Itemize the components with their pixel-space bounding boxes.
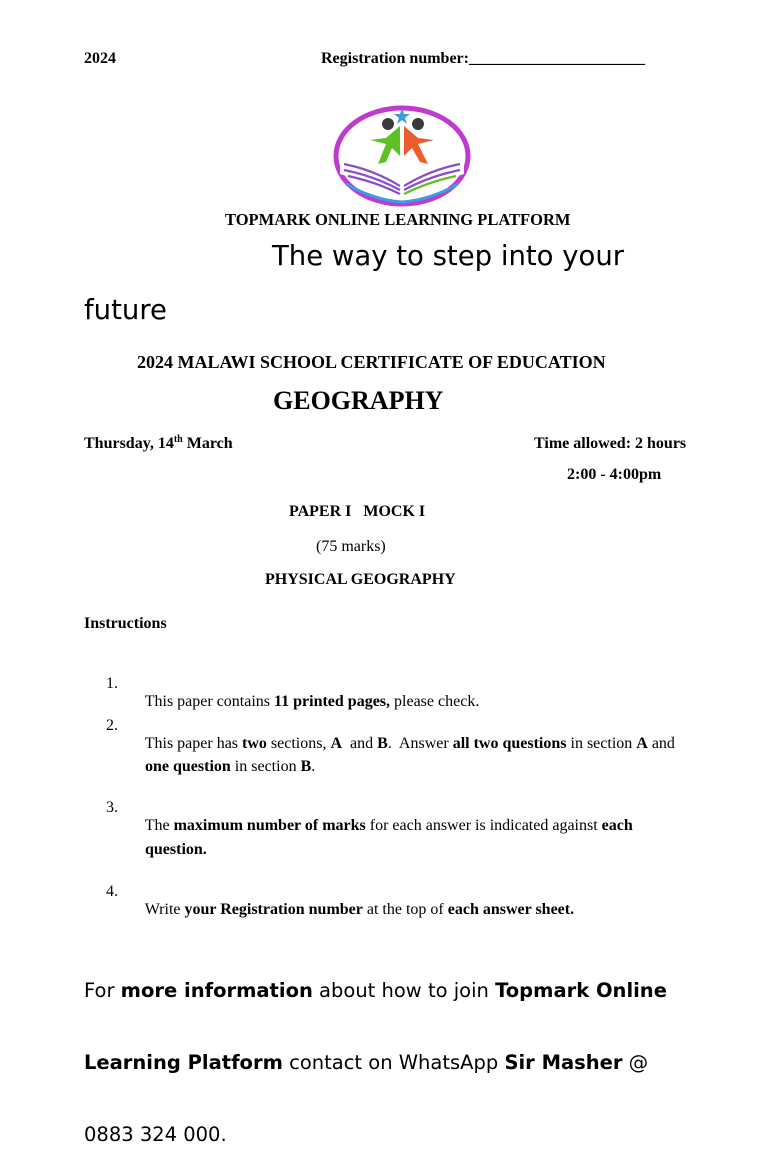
footer-text: contact on WhatsApp [282,1051,505,1074]
instruction-emphasis: maximum number of marks [173,817,366,834]
subject-title: GEOGRAPHY [273,386,444,415]
instruction-text: and [647,735,675,752]
green-figure [370,126,400,164]
instruction-emphasis: 11 printed pages, [274,693,391,710]
footer-text: For [84,979,121,1002]
instruction-emphasis: each answer sheet. [447,901,575,918]
exam-date-month: March [186,435,233,452]
footer-text: about how to join [312,979,496,1002]
registration-number-line [321,50,645,68]
instruction-emphasis: all two questions [452,735,567,752]
tagline-line-2: future [84,294,167,326]
instruction-text: Write [144,901,185,918]
orange-figure-cap [412,118,424,130]
instruction-text: The [144,817,174,834]
instruction-number: 1. [106,675,118,692]
instruction-emphasis: your Registration number [184,901,363,918]
instruction-number: 4. [106,883,118,900]
instruction-text: please check. [390,693,480,710]
time-range: 2:00 - 4:00pm [567,466,662,483]
footer-line-1 [84,979,667,1003]
instruction-emphasis: each [601,817,633,834]
instruction-text: sections, [266,735,331,752]
footer-emphasis: Sir Masher [504,1051,623,1074]
instruction-number: 2. [106,717,118,734]
whatsapp-number: 0883 324 000. [84,1123,227,1146]
instruction-text: . Answer [387,735,453,752]
contact-footer [84,931,667,1171]
instruction-text: This paper contains [144,693,275,710]
footer-emphasis: more information [120,979,313,1002]
footer-emphasis: Learning Platform [84,1051,283,1074]
paper-topic: PHYSICAL GEOGRAPHY [265,571,456,588]
instruction-emphasis: two [242,735,267,752]
instruction-emphasis: A [330,735,343,752]
instruction-text: in section [566,735,637,752]
exam-date-suffix: th [173,434,183,445]
footer-line-3 [84,1123,667,1147]
instructions-list [106,657,675,918]
exam-year: 2024 [84,50,116,67]
instruction-emphasis: A [636,735,648,752]
topmark-logo-icon [330,104,474,208]
logo-graphic [330,104,474,208]
orange-figure [404,126,434,164]
instruction-text: at the top of [362,901,448,918]
instruction-number: 3. [106,799,118,816]
green-figure-cap [382,118,394,130]
time-allowed: Time allowed: 2 hours [534,435,687,452]
instructions-heading: Instructions [84,615,167,632]
instruction-text: . [311,758,316,775]
exam-date-day: Thursday, 14 [84,435,174,452]
instruction-text: for each answer is indicated against [365,817,602,834]
registration-label: Registration number: [321,50,469,67]
registration-blank: ______________________ [468,50,645,67]
instruction-text: in section [230,758,301,775]
footer-text: @ [622,1051,649,1074]
tagline-line-1: The way to step into your [272,240,625,272]
instruction-text: This paper has [144,735,243,752]
footer-emphasis: Topmark Online [495,979,667,1002]
footer-line-2 [84,1051,667,1075]
instruction-emphasis: one question [145,758,231,775]
instruction-emphasis: question. [145,841,207,858]
exam-title: 2024 MALAWI SCHOOL CERTIFICATE OF EDUCATION [137,352,606,372]
marks-total: (75 marks) [316,538,386,555]
exam-date [84,435,233,453]
instruction-emphasis: B [377,735,388,752]
paper-label: PAPER I MOCK I [289,503,426,520]
instruction-text: and [342,735,378,752]
instruction-emphasis: B [300,758,312,775]
platform-name: TOPMARK ONLINE LEARNING PLATFORM [225,210,571,229]
instruction-item-4 [106,865,575,937]
